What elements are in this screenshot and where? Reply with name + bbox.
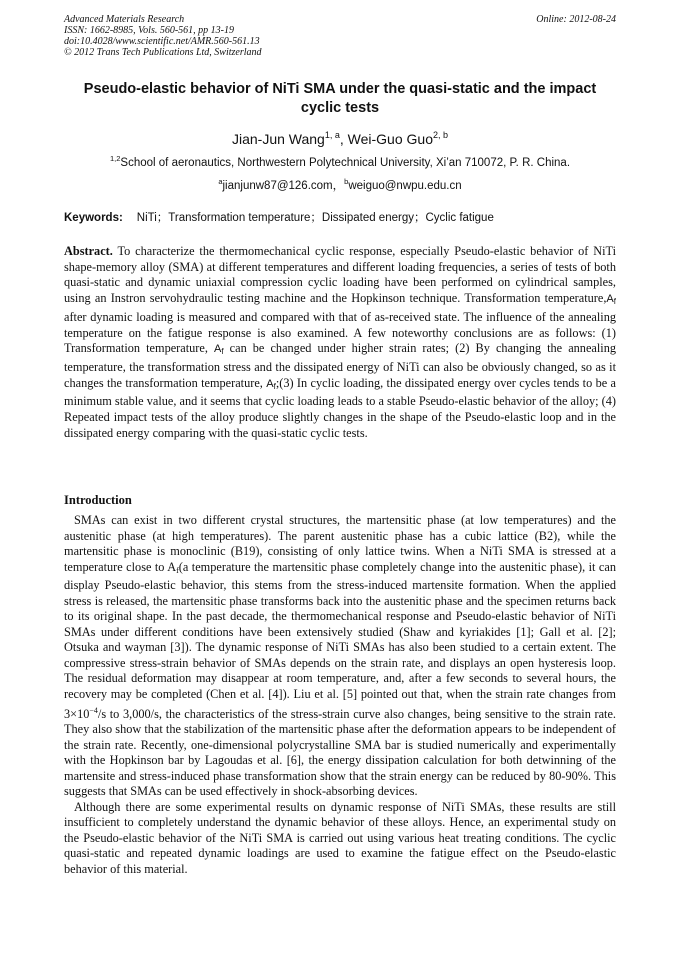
af-symbol [214,343,224,355]
keywords-label: Keywords: [64,212,123,224]
author-emails [64,175,616,193]
keywords [64,211,616,225]
abstract-text-2: after dynamic loading is measured and compared with that of as-received state. The influence of the annealing temperature on the fatigue response is also examined. A few noteworthy conclusions are as follows: (1) Transformation temperature, [64,309,616,356]
abstract-label: Abstract. [64,244,113,258]
abstract-text-1: To characterize the thermomechanical cyclic response, especially Pseudo-elastic behavior of NiTi shape-memory alloy (SMA) at different temperatures and different loading frequencies, a series of tests of both quasi-static and dynamic uniaxial compression cyclic loading have been performed on cylindrical samples, using an Instron servohydraulic testing machine and the Hopkinson technique. Transformation temperature, [64,244,616,306]
af-sub: f [176,565,179,575]
keywords-text: NiTi；Transformation temperature；Dissipated energy；Cyclic fatigue [136,212,494,224]
email-a-sup: a [218,177,223,186]
journal-header [64,14,616,58]
online-date: Online: 2012-08-24 [536,14,616,25]
abstract-text-4: ;(3) In cyclic loading, the dissipated energy over cycles tends to be a minimum stable value, and it seems that cyclic loading leads to a stable Pseudo-elastic behavior of the alloy; (4) Repeated impact tests of the alloy produce slightly changes in the shape of the Pseudo-elastic loop and in the dissipated energy comparing with the quasi-static cyclic tests. [64,375,616,440]
exponent: −4 [89,705,98,715]
author-line [64,126,616,148]
email-b-sup: b [344,177,349,186]
introduction-body [64,513,616,878]
author-2: Wei-Guo Guo [347,131,433,147]
af-symbol [266,378,276,390]
af-symbol-sub: f [221,347,224,357]
intro-text-1a: SMAs can exist in two different crystal structures, the martensitic phase (at low temperatures) and the austenitic phase (at high temperatures). The parent austenitic phase has a cubic lattice (B2), while the martensitic phase is monoclinic (B19), consisting of only lattice twins. When a NiTi SMA is stressed at a temperature close to A [64,513,616,574]
af-symbol-a: A [606,293,614,306]
author-1: Jian-Jun Wang [231,131,325,147]
email-b[interactable]: weiguo@nwpu.edu.cn [348,180,462,192]
author-separator: , [339,131,348,147]
abstract [64,244,616,441]
intro-text-1c: /s to 3,000/s, the characteristics of the stress-strain curve also changes, being sensitive to the strain rate. They also show that the stabilization of the martensitic phase after the deformation appears to be independent of the strain rate. Recently, one-dimensional polycrystalline SMA bar is studied numerically and experimentally with the Hopkinson bar by Lagoudas et al. [6], the energy dissipation calculation for both detwinning of the martensite and stress-induced phase transformation show that the strain energy can be reduced by 80-90%. This suggests that SMAs can be used effectively in shock-absorbing devices. [64,706,616,799]
af-symbol-a: A [214,343,222,356]
email-a[interactable]: jianjunw87@126.com， [222,180,345,192]
intro-text-1b: (a temperature the martensitic phase completely change into the austenitic phase), it can display Pseudo-elastic behavior, this stems from the stress-induced martensite formation. When the applied stress is released, the martensitic phase transforms back into the austenitic phase and the specimen returns back to its original shape. In the past decade, the thermomechanical response and Pseudo-elastic behavior of NiTi SMAs under different conditions have been extensively studied (Shaw and kyriakides [1]; Gall et al. [2]; Otsuka and wayman [3]). The dynamic response of NiTi SMAs has also been studied to a certain extent. The compressive stress-strain behavior of SMAs depends on the strain rate, and displays an open hysteresis loop. The residual deformation may disappear at room temperature, and, after a few seconds to several hours, the recovery may be completed (Chen et al. [4]). Liu et al. [5] pointed out that, when the strain rate changes from 3×10 [64,559,616,721]
af-symbol [606,293,616,305]
affiliation-text: School of aeronautics, Northwestern Polytechnical University, Xi’an 710072, P. R. China. [120,157,571,169]
abstract-text-3: can be changed under higher strain rates; (2) By changing the annealing temperature, the transformation stress and the dissipated energy of NiTi can also be obviously changed, so as it changes the transformation temperature, [64,341,617,390]
intro-paragraph-2: Although there are some experimental results on dynamic response of NiTi SMAs, these results are still insufficient to completely understand the dynamic behavior of these alloys. Hence, an experimental study on the Pseudo-elastic behavior of the NiTi SMA is carried out using various heat treating conditions. The cyclic quasi-static and repeated dynamic loadings are used to examine the fatigue effect on the Pseudo-elastic behavior of this material. [64,799,616,877]
affiliation-sup: 1,2 [109,154,121,163]
paper-title: Pseudo-elastic behavior of NiTi SMA under the quasi-static and the impact cyclic tests [83,81,597,116]
af-symbol-sub: f [613,297,616,307]
issn-line: ISSN: 1662-8985, Vols. 560-561, pp 13-19 [64,25,234,36]
intro-paragraph-1 [64,513,616,800]
section-heading-introduction: Introduction [64,493,132,507]
af-symbol-sub: f [273,381,276,391]
affiliation [64,152,616,170]
author-1-sup: 1, a [324,130,340,140]
author-2-sup: 2, b [432,130,448,140]
journal-name: Advanced Materials Research [64,14,185,25]
copyright-line: © 2012 Trans Tech Publications Ltd, Switzerland [64,47,262,58]
doi-line: doi:10.4028/www.scientific.net/AMR.560-561.13 [64,36,260,47]
af-symbol-a: A [266,377,274,390]
